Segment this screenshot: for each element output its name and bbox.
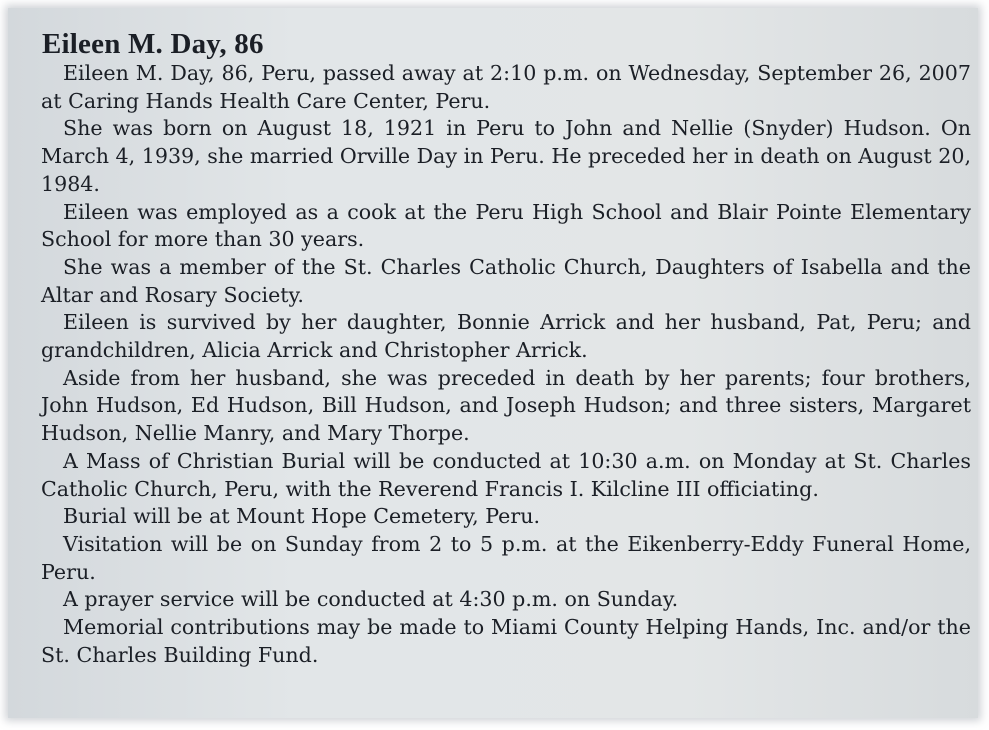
obituary-paragraph-employment: Eileen was employed as a cook at the Peru High School and Blair Pointe Elementary School for more than 30 years.	[41, 199, 971, 252]
obituary-paragraph-membership: She was a member of the St. Charles Catholic Church, Daughters of Isabella and the Altar and Rosary Society.	[41, 254, 971, 307]
obituary-paragraph-memorials: Memorial contributions may be made to Miami County Helping Hands, Inc. and/or the St. Charles Building Fund.	[41, 615, 971, 667]
obituary-paragraph-birth-marriage: She was born on August 18, 1921 in Peru to John and Nellie (Snyder) Hudson. On March 4, 1939, she married Orville Day in Peru. He preceded her in death on August 20, 1984.	[41, 116, 971, 196]
obituary-paragraph-survivors: Eileen is survived by her daughter, Bonnie Arrick and her husband, Pat, Peru; and grandchildren, Alicia Arrick and Christopher Arrick.	[41, 310, 971, 363]
obituary-title: Eileen M. Day, 86	[42, 28, 264, 60]
obituary-paragraph-burial: Burial will be at Mount Hope Cemetery, Peru.	[63, 504, 541, 529]
obituary-paragraph-visitation: Visitation will be on Sunday from 2 to 5 p.m. at the Eikenberry-Eddy Funeral Home, Peru.	[41, 531, 971, 584]
obituary-paragraph-death: Eileen M. Day, 86, Peru, passed away at 2:10 p.m. on Wednesday, September 26, 2007 at Caring Hands Health Care Center, Peru.	[41, 61, 971, 113]
obituary-article	[41, 28, 971, 669]
obituary-paragraph-preceded: Aside from her husband, she was preceded in death by her parents; four brothers, John Hudson, Ed Hudson, Bill Hudson, and Joseph Hudson; and three sisters, Margaret Hudson, Nellie Manry, and Mary Thorpe.	[41, 365, 971, 446]
newspaper-clipping-photo	[8, 8, 978, 718]
obituary-paragraph-prayer-service: A prayer service will be conducted at 4:30 p.m. on Sunday.	[63, 587, 679, 612]
obituary-paragraph-mass: A Mass of Christian Burial will be conducted at 10:30 a.m. on Monday at St. Charles Catholic Church, Peru, with the Reverend Francis I. Kilcline III officiating.	[41, 448, 971, 501]
